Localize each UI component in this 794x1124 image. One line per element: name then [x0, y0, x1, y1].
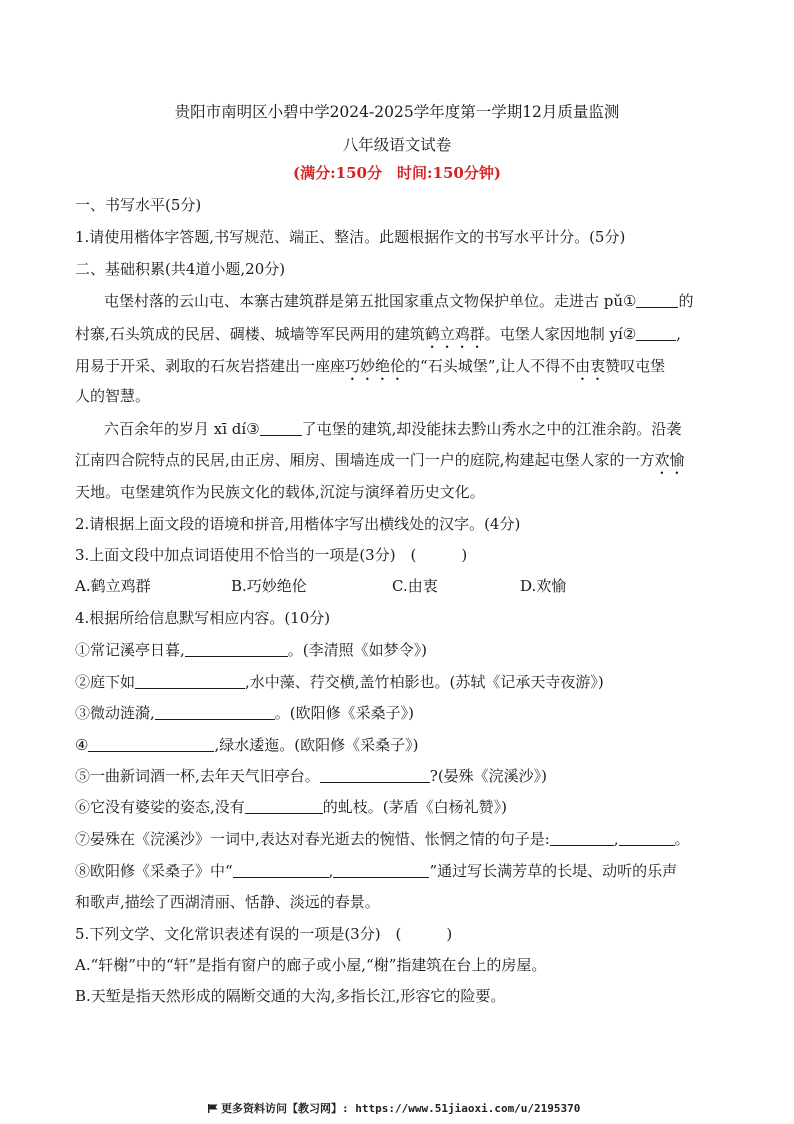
recite-blank-4[interactable]: [88, 736, 214, 752]
item-text: ⑥它没有婆娑的姿态,没有: [75, 798, 245, 816]
item-text: 。(欧阳修《采桑子》): [274, 704, 414, 722]
question-5-option-b[interactable]: B.天堑是指天然形成的隔断交通的大沟,多指长江,形容它的险要。: [75, 987, 506, 1005]
exam-title: 贵阳市南明区小碧中学2024-2025学年度第一学期12月质量监测: [174, 103, 620, 121]
dotted-word-qiaomiao: 巧妙绝伦: [345, 357, 406, 375]
recite-item-5: [75, 766, 547, 786]
item-text: ,绿水逶迤。(欧阳修《采桑子》): [214, 736, 419, 754]
passage-text: 了屯堡的建筑,却没能抹去黔山秀水之中的江淮余韵。沿袭: [301, 420, 682, 438]
question-5: 5.下列文学、文化常识表述有误的一项是(3分) ( ): [75, 925, 453, 943]
passage-text: 的“石头城堡”,让人不得不: [405, 357, 576, 375]
question-2: 2.请根据上面文段的语境和拼音,用楷体字写出横线处的汉字。(4分): [75, 515, 521, 533]
passage-text: 江南四合院特点的民居,由正房、厢房、围墙连成一门一户的庭院,构建起屯堡人家的一方: [75, 451, 655, 469]
passage-text: 用易于开采、剥取的石灰岩搭建出一座座: [75, 357, 346, 375]
item-text: 。: [674, 830, 690, 848]
answer-blank-1[interactable]: [636, 292, 678, 308]
option-d[interactable]: D.欢愉: [520, 577, 567, 595]
recite-blank-5[interactable]: [320, 767, 430, 783]
recite-item-7: [75, 829, 690, 849]
item-text: ③微动涟漪,: [75, 704, 155, 722]
flag-icon: [208, 1104, 218, 1113]
recite-item-1: [75, 640, 427, 660]
passage1-line3: [75, 356, 665, 384]
recite-item-8-cont: 和歌声,描绘了西湖清丽、恬静、淡远的春景。: [75, 893, 380, 911]
passage-text: 屯堡村落的云山屯、本寨古建筑群是第五批国家重点文物保护单位。走进古 pǔ①: [104, 292, 637, 310]
passage-text: ,: [676, 325, 682, 343]
recite-item-4: [75, 735, 418, 755]
recite-blank-8b[interactable]: [333, 862, 429, 878]
passage-text: 六百余年的岁月 xī dí③: [104, 420, 260, 438]
footer-link[interactable]: [208, 1100, 580, 1116]
dotted-word-heli: 鹤立鸡群: [424, 325, 485, 343]
item-text: ,: [328, 862, 334, 880]
passage2-line3: 天地。屯堡建筑作为民族文化的载体,沉淀与演绎着历史文化。: [75, 483, 485, 501]
item-text: ,水中藻、荇交横,盖竹柏影也。(苏轼《记承天寺夜游》): [245, 673, 604, 691]
recite-blank-7a[interactable]: [550, 830, 614, 846]
option-a[interactable]: A.鹤立鸡群: [75, 577, 151, 595]
recite-blank-7b[interactable]: [619, 830, 675, 846]
question-5-option-a[interactable]: A.“轩榭”中的“轩”是指有窗户的廊子或小屋,“榭”指建筑在台上的房屋。: [75, 956, 547, 974]
item-text: ⑤一曲新词酒一杯,去年天气旧亭台。: [75, 767, 320, 785]
recite-item-2: [75, 672, 604, 692]
item-text: ⑧欧阳修《采桑子》中“: [75, 862, 233, 880]
recite-blank-6[interactable]: [245, 798, 323, 814]
item-text: ②庭下如: [75, 673, 136, 691]
passage-text: 村寨,石头筑成的民居、碉楼、城墙等军民两用的建筑: [75, 325, 425, 343]
option-b[interactable]: B.巧妙绝伦: [231, 577, 307, 595]
recite-item-3: [75, 703, 414, 723]
dotted-word-huanyu: 欢愉: [654, 451, 685, 469]
passage2-line1: [104, 419, 681, 439]
recite-blank-2[interactable]: [135, 673, 245, 689]
item-text: ?(晏殊《浣溪沙》): [429, 767, 548, 785]
recite-blank-1[interactable]: [185, 641, 288, 657]
section1-heading: 一、书写水平(5分): [75, 196, 202, 214]
passage2-line2: [75, 450, 685, 478]
item-text: ”通过写长满芳草的长堤、动听的乐声: [429, 862, 678, 880]
answer-blank-2[interactable]: [636, 325, 676, 341]
question-4: 4.根据所给信息默写相应内容。(10分): [75, 609, 331, 627]
option-c[interactable]: C.由衷: [392, 577, 438, 595]
passage-text: 赞叹屯堡: [605, 357, 666, 375]
score-time-line: (满分:150分 时间:150分钟): [293, 164, 501, 182]
question-3: 3.上面文段中加点词语使用不恰当的一项是(3分) ( ): [75, 546, 468, 564]
passage-text: 的: [678, 292, 694, 310]
item-text: 。(李清照《如梦令》): [287, 641, 427, 659]
section2-heading: 二、基础积累(共4道小题,20分): [75, 260, 286, 278]
passage-text: 。屯堡人家因地制 yí②: [484, 325, 637, 343]
passage1-line4: 人的智慧。: [75, 387, 151, 405]
footer-text: 更多资料访问【教习网】: https://www.51jiaoxi.com/u/2195370: [221, 1102, 581, 1115]
item-text: 的虬枝。(茅盾《白杨礼赞》): [322, 798, 507, 816]
item-text: ⑦晏殊在《浣溪沙》一词中,表达对春光逝去的惋惜、怅惘之情的句子是:: [75, 830, 550, 848]
item-text: ④: [75, 736, 89, 754]
recite-blank-8a[interactable]: [233, 862, 329, 878]
passage1-line1: [104, 291, 694, 311]
answer-blank-3[interactable]: [260, 420, 302, 436]
recite-blank-3[interactable]: [155, 704, 275, 720]
recite-item-8: [75, 861, 677, 881]
passage1-line2: [75, 324, 681, 352]
dotted-word-youzhong: 由衷: [575, 357, 606, 375]
question-3-options: [75, 576, 735, 596]
recite-item-6: [75, 797, 507, 817]
question-1: 1.请使用楷体字答题,书写规范、端正、整洁。此题根据作文的书写水平计分。(5分): [75, 228, 626, 246]
exam-subtitle: 八年级语文试卷: [342, 136, 452, 154]
item-text: ,: [613, 830, 619, 848]
item-text: ①常记溪亭日暮,: [75, 641, 185, 659]
